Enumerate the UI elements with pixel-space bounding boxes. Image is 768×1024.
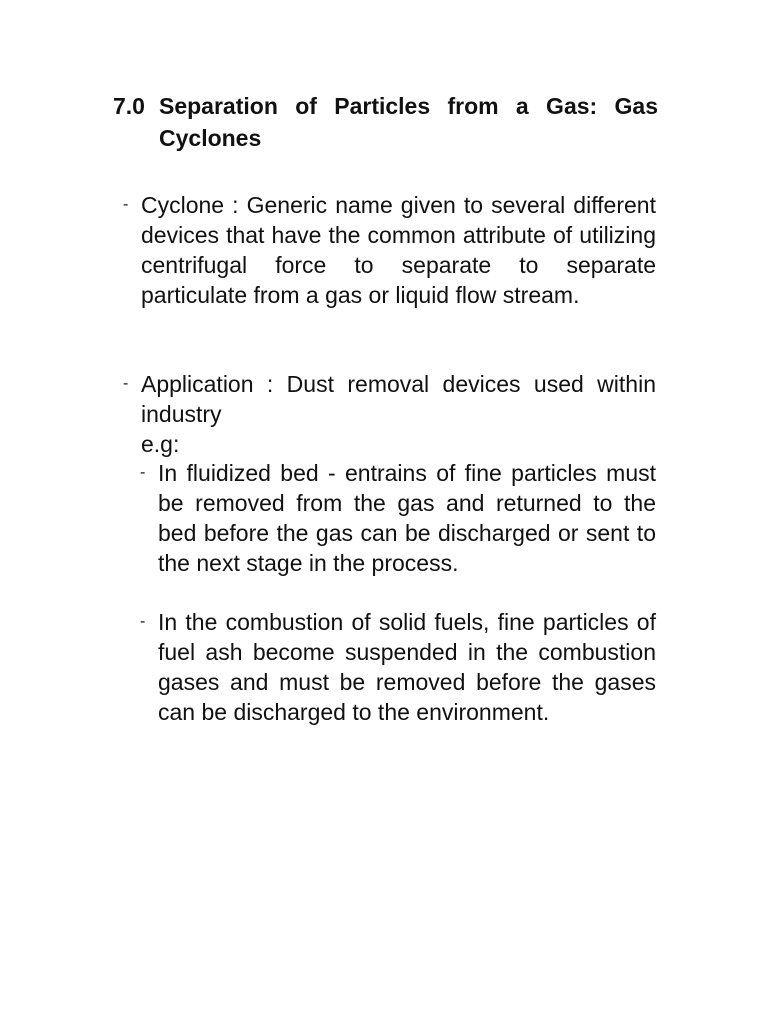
sub-bullet-text: In the combustion of solid fuels, fine particles of fuel ash become suspended in the combustion gases and must be removed before the gases can be discharged to the environment. — [158, 609, 656, 725]
sub-bullet-dash: - — [140, 464, 146, 481]
bullet-application — [123, 369, 656, 459]
section-number: 7.0 — [113, 93, 145, 119]
sub-bullet-combustion — [140, 607, 656, 727]
bullet-dash: - — [123, 196, 129, 213]
bullet-cyclone-definition — [123, 190, 656, 310]
sub-bullet-dash: - — [140, 613, 146, 630]
bullet-text — [141, 369, 656, 459]
sub-bullet-text: In fluidized bed - entrains of fine particles must be removed from the gas and returned to the bed before the gas can be discharged or sent to the next stage in the process. — [158, 460, 656, 576]
section-heading — [113, 90, 658, 154]
example-label: e.g: — [141, 431, 180, 457]
sub-bullet-fluidized-bed — [140, 458, 656, 578]
bullet-dash: - — [123, 375, 129, 392]
section-title: Separation of Particles from a Gas: Gas Cyclones — [159, 93, 658, 151]
bullet-text: Cyclone : Generic name given to several different devices that have the common attribute of utilizing centrifugal force to separate to separate particulate from a gas or liquid flow stream. — [141, 192, 656, 308]
application-text: Application : Dust removal devices used within industry — [141, 371, 656, 427]
